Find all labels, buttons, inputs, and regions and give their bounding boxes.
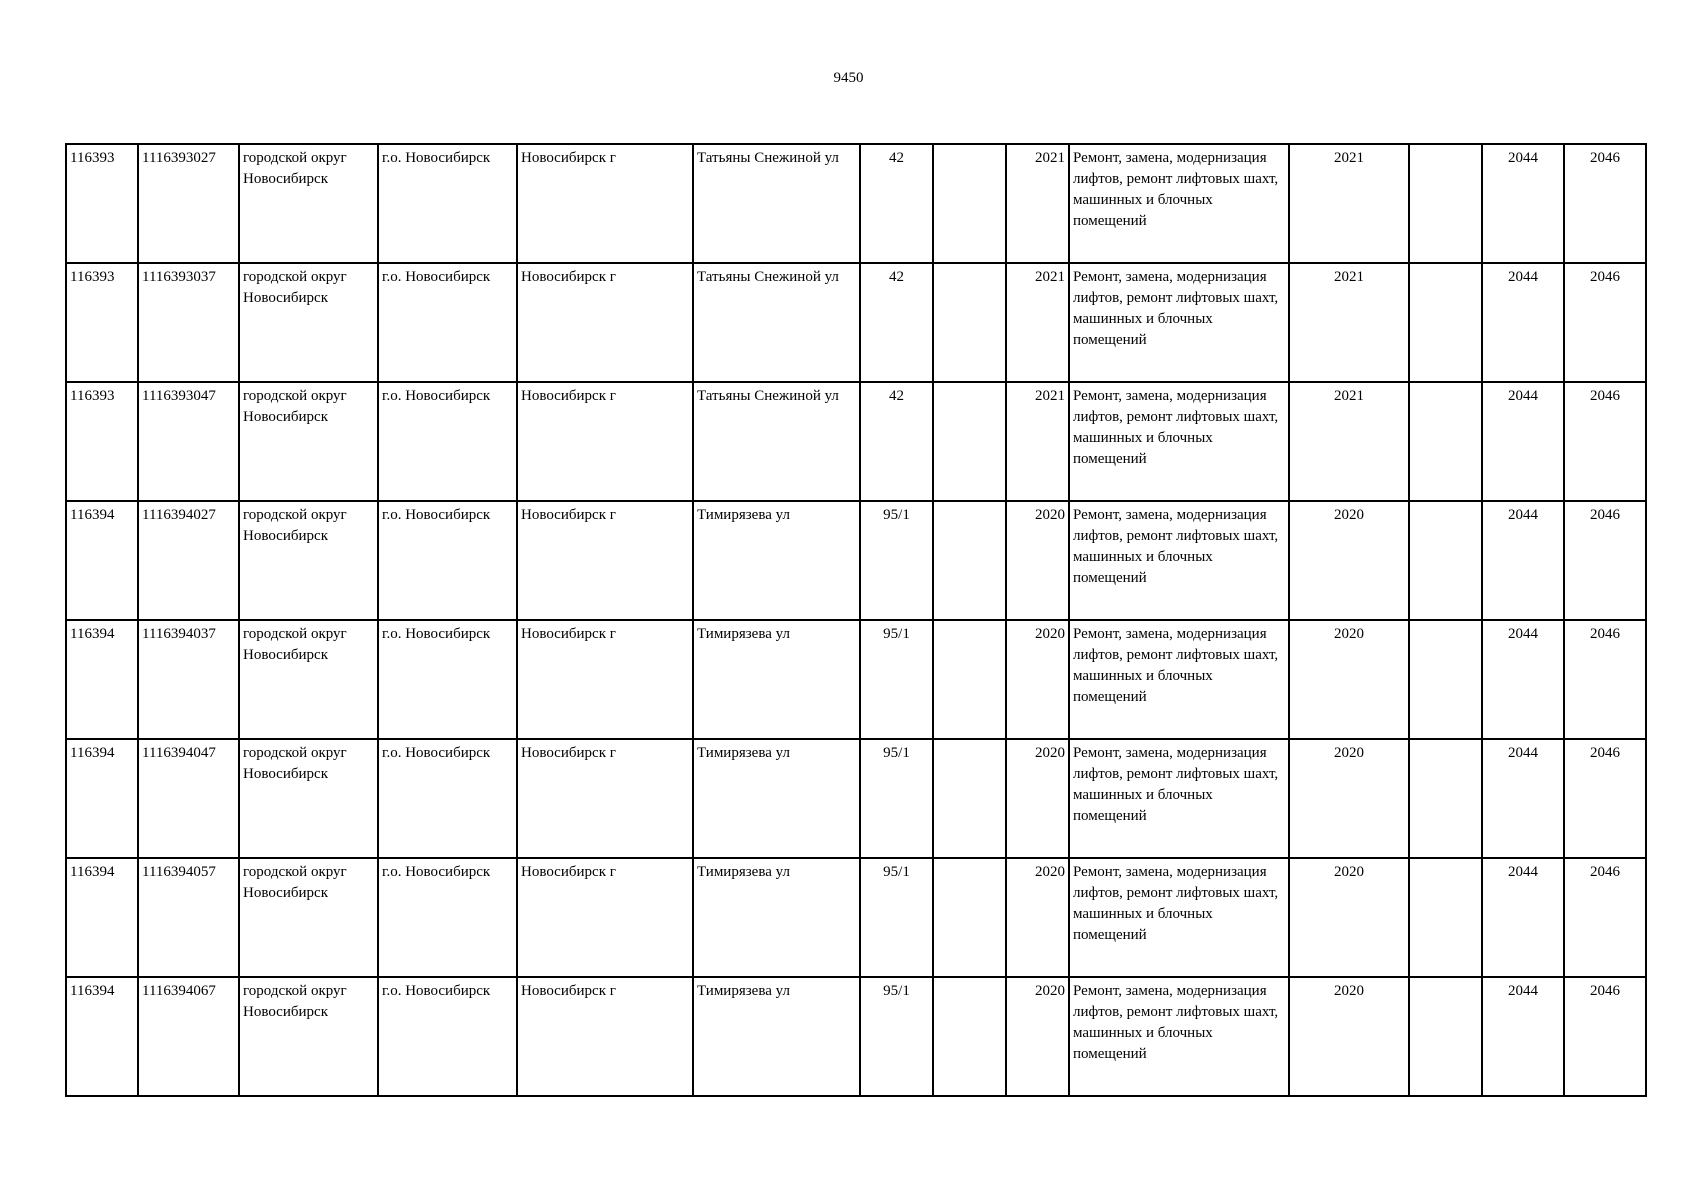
object-id-cell: 116394 xyxy=(66,858,138,977)
table-body xyxy=(66,144,1646,1096)
house-number-cell: 95/1 xyxy=(860,977,933,1096)
element-id-cell: 1116394057 xyxy=(138,858,239,977)
object-id-cell: 116394 xyxy=(66,501,138,620)
period-start-cell: 2044 xyxy=(1482,501,1564,620)
house-number-cell: 42 xyxy=(860,144,933,263)
settlement-cell: Новосибирск г xyxy=(517,501,693,620)
district-cell: г.о. Новосибирск xyxy=(378,739,517,858)
period-end-cell: 2046 xyxy=(1564,501,1646,620)
empty-cell xyxy=(933,977,1006,1096)
empty-cell xyxy=(933,501,1006,620)
work-type-cell: Ремонт, замена, модернизация лифтов, ремонт лифтовых шахт, машинных и блочных помещений xyxy=(1069,620,1289,739)
empty-cell xyxy=(933,263,1006,382)
year-cell: 2020 xyxy=(1006,858,1069,977)
work-type-cell: Ремонт, замена, модернизация лифтов, ремонт лифтовых шахт, машинных и блочных помещений xyxy=(1069,382,1289,501)
street-cell: Татьяны Снежиной ул xyxy=(693,382,860,501)
empty-cell xyxy=(933,620,1006,739)
street-cell: Тимирязева ул xyxy=(693,858,860,977)
period-start-cell: 2044 xyxy=(1482,263,1564,382)
empty-cell-2 xyxy=(1409,501,1482,620)
page-number: 9450 xyxy=(833,70,864,86)
district-cell: г.о. Новосибирск xyxy=(378,263,517,382)
period-end-cell: 2046 xyxy=(1564,382,1646,501)
settlement-cell: Новосибирск г xyxy=(517,620,693,739)
house-number-cell: 95/1 xyxy=(860,858,933,977)
empty-cell-2 xyxy=(1409,739,1482,858)
empty-cell-2 xyxy=(1409,144,1482,263)
year-cell-2: 2021 xyxy=(1289,382,1409,501)
table-row xyxy=(66,739,1646,858)
district-cell: г.о. Новосибирск xyxy=(378,382,517,501)
street-cell: Татьяны Снежиной ул xyxy=(693,144,860,263)
table-row xyxy=(66,620,1646,739)
year-cell: 2020 xyxy=(1006,501,1069,620)
municipality-cell: городской округ Новосибирск xyxy=(239,263,378,382)
year-cell: 2021 xyxy=(1006,382,1069,501)
element-id-cell: 1116393037 xyxy=(138,263,239,382)
street-cell: Тимирязева ул xyxy=(693,620,860,739)
empty-cell-2 xyxy=(1409,620,1482,739)
district-cell: г.о. Новосибирск xyxy=(378,620,517,739)
municipality-cell: городской округ Новосибирск xyxy=(239,144,378,263)
period-end-cell: 2046 xyxy=(1564,144,1646,263)
district-cell: г.о. Новосибирск xyxy=(378,858,517,977)
period-start-cell: 2044 xyxy=(1482,858,1564,977)
table-row xyxy=(66,263,1646,382)
year-cell-2: 2021 xyxy=(1289,263,1409,382)
year-cell: 2020 xyxy=(1006,739,1069,858)
period-start-cell: 2044 xyxy=(1482,739,1564,858)
object-id-cell: 116394 xyxy=(66,739,138,858)
settlement-cell: Новосибирск г xyxy=(517,977,693,1096)
settlement-cell: Новосибирск г xyxy=(517,858,693,977)
street-cell: Тимирязева ул xyxy=(693,977,860,1096)
house-number-cell: 95/1 xyxy=(860,620,933,739)
empty-cell xyxy=(933,144,1006,263)
municipality-cell: городской округ Новосибирск xyxy=(239,858,378,977)
year-cell: 2021 xyxy=(1006,263,1069,382)
municipality-cell: городской округ Новосибирск xyxy=(239,739,378,858)
empty-cell xyxy=(933,382,1006,501)
year-cell-2: 2020 xyxy=(1289,501,1409,620)
house-number-cell: 95/1 xyxy=(860,501,933,620)
period-end-cell: 2046 xyxy=(1564,858,1646,977)
element-id-cell: 1116394067 xyxy=(138,977,239,1096)
element-id-cell: 1116394037 xyxy=(138,620,239,739)
table-row xyxy=(66,858,1646,977)
street-cell: Тимирязева ул xyxy=(693,501,860,620)
object-id-cell: 116394 xyxy=(66,620,138,739)
empty-cell xyxy=(933,739,1006,858)
district-cell: г.о. Новосибирск xyxy=(378,501,517,620)
house-number-cell: 95/1 xyxy=(860,739,933,858)
work-type-cell: Ремонт, замена, модернизация лифтов, ремонт лифтовых шахт, машинных и блочных помещений xyxy=(1069,501,1289,620)
work-type-cell: Ремонт, замена, модернизация лифтов, ремонт лифтовых шахт, машинных и блочных помещений xyxy=(1069,144,1289,263)
work-type-cell: Ремонт, замена, модернизация лифтов, ремонт лифтовых шахт, машинных и блочных помещений xyxy=(1069,739,1289,858)
table-row xyxy=(66,977,1646,1096)
period-start-cell: 2044 xyxy=(1482,382,1564,501)
empty-cell-2 xyxy=(1409,977,1482,1096)
street-cell: Тимирязева ул xyxy=(693,739,860,858)
house-number-cell: 42 xyxy=(860,263,933,382)
object-id-cell: 116393 xyxy=(66,144,138,263)
house-number-cell: 42 xyxy=(860,382,933,501)
district-cell: г.о. Новосибирск xyxy=(378,144,517,263)
settlement-cell: Новосибирск г xyxy=(517,739,693,858)
table-row xyxy=(66,382,1646,501)
empty-cell xyxy=(933,858,1006,977)
period-start-cell: 2044 xyxy=(1482,144,1564,263)
period-end-cell: 2046 xyxy=(1564,977,1646,1096)
district-cell: г.о. Новосибирск xyxy=(378,977,517,1096)
year-cell-2: 2020 xyxy=(1289,739,1409,858)
settlement-cell: Новосибирск г xyxy=(517,263,693,382)
element-id-cell: 1116394047 xyxy=(138,739,239,858)
period-start-cell: 2044 xyxy=(1482,620,1564,739)
year-cell: 2020 xyxy=(1006,620,1069,739)
element-id-cell: 1116393027 xyxy=(138,144,239,263)
object-id-cell: 116393 xyxy=(66,263,138,382)
year-cell: 2020 xyxy=(1006,977,1069,1096)
year-cell: 2021 xyxy=(1006,144,1069,263)
year-cell-2: 2021 xyxy=(1289,144,1409,263)
year-cell-2: 2020 xyxy=(1289,977,1409,1096)
municipality-cell: городской округ Новосибирск xyxy=(239,382,378,501)
empty-cell-2 xyxy=(1409,263,1482,382)
settlement-cell: Новосибирск г xyxy=(517,382,693,501)
settlement-cell: Новосибирск г xyxy=(517,144,693,263)
period-end-cell: 2046 xyxy=(1564,263,1646,382)
work-type-cell: Ремонт, замена, модернизация лифтов, ремонт лифтовых шахт, машинных и блочных помещений xyxy=(1069,858,1289,977)
municipality-cell: городской округ Новосибирск xyxy=(239,620,378,739)
year-cell-2: 2020 xyxy=(1289,620,1409,739)
period-end-cell: 2046 xyxy=(1564,620,1646,739)
element-id-cell: 1116394027 xyxy=(138,501,239,620)
data-table xyxy=(65,143,1647,1097)
object-id-cell: 116394 xyxy=(66,977,138,1096)
municipality-cell: городской округ Новосибирск xyxy=(239,501,378,620)
empty-cell-2 xyxy=(1409,858,1482,977)
element-id-cell: 1116393047 xyxy=(138,382,239,501)
year-cell-2: 2020 xyxy=(1289,858,1409,977)
table-row xyxy=(66,144,1646,263)
table-row xyxy=(66,501,1646,620)
municipality-cell: городской округ Новосибирск xyxy=(239,977,378,1096)
work-type-cell: Ремонт, замена, модернизация лифтов, ремонт лифтовых шахт, машинных и блочных помещений xyxy=(1069,977,1289,1096)
street-cell: Татьяны Снежиной ул xyxy=(693,263,860,382)
period-end-cell: 2046 xyxy=(1564,739,1646,858)
object-id-cell: 116393 xyxy=(66,382,138,501)
period-start-cell: 2044 xyxy=(1482,977,1564,1096)
work-type-cell: Ремонт, замена, модернизация лифтов, ремонт лифтовых шахт, машинных и блочных помещений xyxy=(1069,263,1289,382)
empty-cell-2 xyxy=(1409,382,1482,501)
